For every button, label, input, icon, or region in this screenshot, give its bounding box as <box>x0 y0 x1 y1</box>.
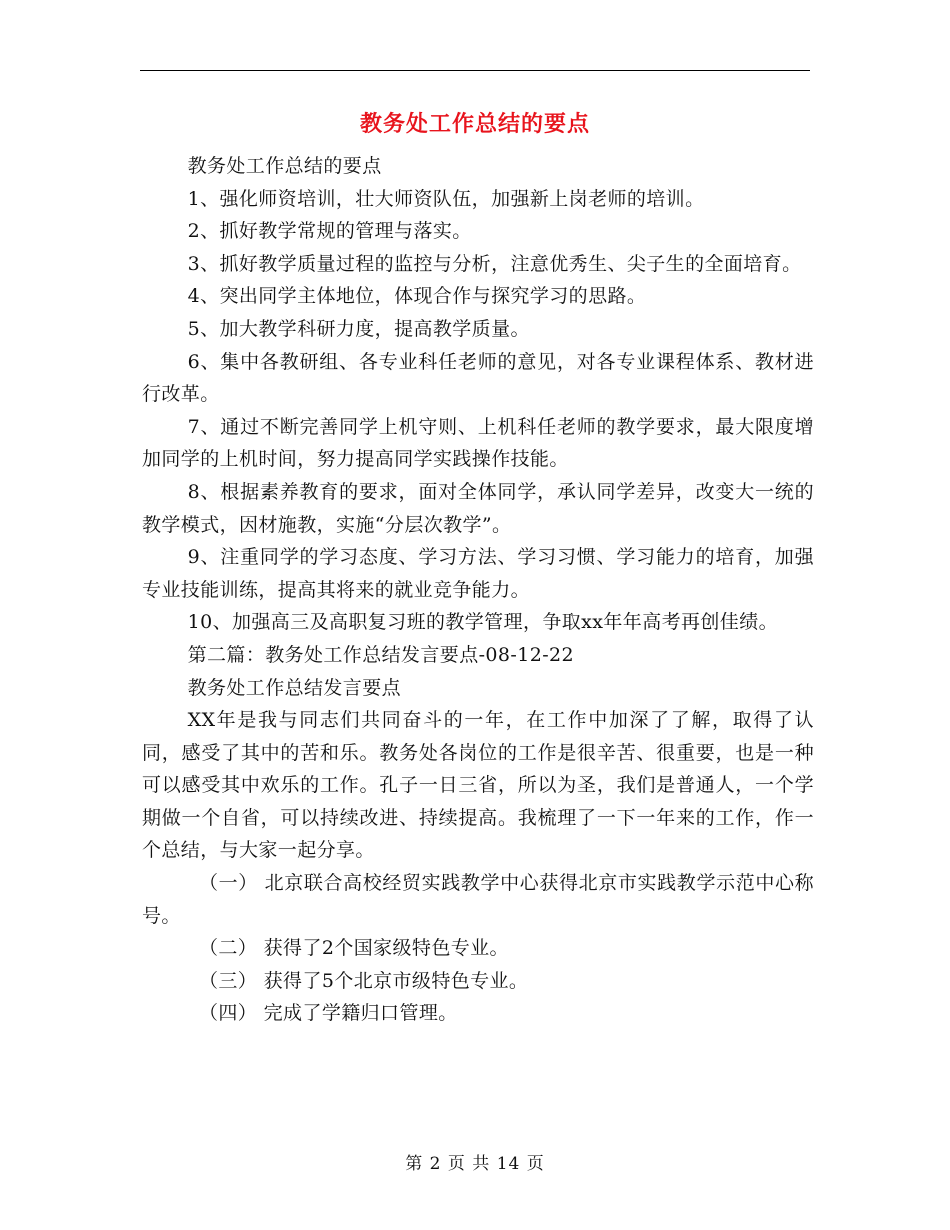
paragraph-intro: XX年是我与同志们共同奋斗的一年，在工作中加深了了解，取得了认同，感受了其中的苦和乐。教务处各岗位的工作是很辛苦、很重要，也是一种可以感受其中欢乐的工作。孔子一日三省，所以为圣，我们是普通人，一个学期做一个自省，可以持续改进、持续提高。我梳理了一下一年来的工作，作一个总结，与大家一起分享。 <box>142 709 814 862</box>
paragraph-item-7: 7、通过不断完善同学上机守则、上机科任老师的教学要求，最大限度增加同学的上机时间，努力提高同学实践操作技能。 <box>142 415 814 471</box>
paragraph-item-8: 8、根据素养教育的要求，面对全体同学，承认同学差异，改变大一统的教学模式，因材施教，实施“分层次教学”。 <box>142 480 814 536</box>
paragraph-item-9: 9、注重同学的学习态度、学习方法、学习习惯、学习能力的培育，加强专业技能训练，提高其将来的就业竞争能力。 <box>142 546 814 601</box>
paragraph-item-2: 2、抓好教学常规的管理与落实。 <box>187 220 472 243</box>
paragraph-achievement-1: （一） 北京联合高校经贸实践教学中心获得北京市实践教学示范中心称号。 <box>142 872 814 927</box>
paragraph-subtitle: 教务处工作总结的要点 <box>187 155 382 177</box>
paragraph-item-10: 10、加强高三及高职复习班的教学管理，争取xx年年高考再创佳绩。 <box>187 611 779 634</box>
paragraph-section-subtitle: 教务处工作总结发言要点 <box>187 676 401 699</box>
paragraph-item-1: 1、强化师资培训，壮大师资队伍，加强新上岗老师的培训。 <box>187 187 705 210</box>
header-rule <box>140 70 810 71</box>
paragraph-item-3: 3、抓好教学质量过程的监控与分析，注意优秀生、尖子生的全面培育。 <box>187 252 802 275</box>
paragraph-item-6: 6、集中各教研组、各专业科任老师的意见，对各专业课程体系、教材进行改革。 <box>142 350 814 406</box>
document-title: 教务处工作总结的要点 <box>359 111 590 137</box>
page-footer: 第 2 页 共 14 页 <box>405 1154 545 1174</box>
document-body <box>142 150 814 1030</box>
paragraph-achievement-3: （三） 获得了5个北京市级特色专业。 <box>199 969 529 992</box>
paragraph-achievement-4: （四） 完成了学籍归口管理。 <box>199 1002 458 1025</box>
paragraph-section-heading: 第二篇：教务处工作总结发言要点-08-12-22 <box>187 643 574 666</box>
paragraph-item-5: 5、加大教学科研力度，提高教学质量。 <box>187 317 530 340</box>
paragraph-item-4: 4、突出同学主体地位，体现合作与探究学习的思路。 <box>187 285 647 308</box>
paragraph-achievement-2: （二） 获得了2个国家级特色专业。 <box>199 937 509 960</box>
